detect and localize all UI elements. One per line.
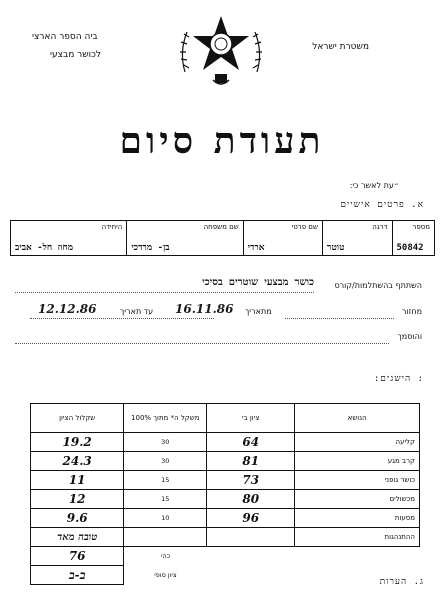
id-header-last-name: שם משפחה bbox=[203, 223, 239, 231]
grade-score: 81 bbox=[207, 452, 295, 471]
grade-score: 96 bbox=[207, 509, 295, 528]
grade-weighted: 19.2 bbox=[31, 433, 124, 452]
id-value-number: 50842 bbox=[396, 243, 424, 253]
grade-score: 64 bbox=[207, 433, 295, 452]
id-cell-unit bbox=[11, 221, 127, 256]
round-label: מחזור bbox=[401, 307, 422, 316]
final-value: ב-ב bbox=[31, 566, 124, 585]
to-date-value: 12.12.86 bbox=[38, 302, 97, 316]
grade-weighted: טובה מאד bbox=[31, 528, 124, 547]
grades-row bbox=[31, 490, 420, 509]
grade-score bbox=[207, 528, 295, 547]
grade-weighted: 9.6 bbox=[31, 509, 124, 528]
section-b-heading: : הישגים: bbox=[373, 374, 424, 384]
grades-header-subject: הנושא bbox=[295, 404, 420, 433]
course-underline bbox=[15, 292, 314, 293]
grade-subject: מכשולים bbox=[295, 490, 420, 509]
school-name-line1: ביה הספר הארצי bbox=[32, 32, 98, 42]
id-value-rank: טוטר bbox=[326, 243, 345, 253]
final-label: ציון סופי bbox=[154, 571, 177, 579]
id-header-number: מספר bbox=[412, 223, 430, 231]
grades-final-row bbox=[31, 566, 420, 585]
round-underline bbox=[285, 318, 394, 319]
grade-subject: קרב מגע bbox=[295, 452, 420, 471]
grade-score: 73 bbox=[207, 471, 295, 490]
id-cell-number bbox=[392, 221, 435, 256]
grades-header-score: ציון בי bbox=[207, 404, 295, 433]
school-name-line2: לכושר מבצעי bbox=[50, 50, 101, 60]
grade-weighted: 24.3 bbox=[31, 452, 124, 471]
from-date-value: 16.11.86 bbox=[175, 302, 234, 316]
grade-weight: 15 bbox=[124, 490, 207, 509]
id-cell-last-name bbox=[127, 221, 243, 256]
to-date-label: עד תאריך bbox=[120, 307, 154, 316]
grades-table bbox=[30, 403, 420, 585]
grades-row bbox=[31, 452, 420, 471]
grades-header-weight: משקל ה* מתוך 100% bbox=[124, 404, 207, 433]
id-value-unit: מחוז חל- אביב bbox=[15, 243, 74, 253]
course-label: השתתף בהשתלמות/קורס bbox=[334, 281, 422, 290]
grades-row bbox=[31, 433, 420, 452]
total-value: 76 bbox=[31, 547, 124, 566]
grade-subject: מסעות bbox=[295, 509, 420, 528]
id-value-last-name: בן- מרדכי bbox=[131, 243, 170, 253]
section-c-heading: ג. הערות bbox=[379, 577, 424, 587]
grades-row bbox=[31, 509, 420, 528]
section-a-heading: א. פרטים אישיים bbox=[340, 200, 424, 210]
certificate-title: תעודת סיום bbox=[119, 120, 325, 162]
grade-subject: קליעה bbox=[295, 433, 420, 452]
grade-score: 80 bbox=[207, 490, 295, 509]
grade-weight: 15 bbox=[124, 471, 207, 490]
grades-row bbox=[31, 471, 420, 490]
id-header-unit: היחידה bbox=[101, 223, 123, 231]
total-label: כהי bbox=[160, 552, 171, 561]
grade-weight: 30 bbox=[124, 452, 207, 471]
dates-underline bbox=[30, 318, 214, 319]
police-emblem-icon bbox=[175, 12, 267, 94]
id-header-rank: דרגה bbox=[372, 223, 388, 231]
id-cell-rank bbox=[322, 221, 392, 256]
grade-weighted: 11 bbox=[31, 471, 124, 490]
from-date-label: מתאריך bbox=[245, 307, 272, 316]
approved-label: והוסמך bbox=[397, 332, 422, 341]
grade-subject: כושר גופני bbox=[295, 471, 420, 490]
grade-weight: 10 bbox=[124, 509, 207, 528]
grade-subject: ההתנהגות bbox=[295, 528, 420, 547]
grade-weight: 30 bbox=[124, 433, 207, 452]
grade-weight bbox=[124, 528, 207, 547]
org-name: משטרת ישראל bbox=[312, 42, 369, 52]
id-cell-first-name bbox=[243, 221, 322, 256]
course-value: כושר מבצעי שוטרים בסיכי bbox=[202, 277, 314, 288]
grades-header-weighted: שקלול הציון bbox=[31, 404, 124, 433]
grades-total-row bbox=[31, 547, 420, 566]
grade-weighted: 12 bbox=[31, 490, 124, 509]
certify-line: ״עת לאשר כי: bbox=[349, 181, 399, 190]
grades-row bbox=[31, 528, 420, 547]
personal-details-table bbox=[10, 220, 435, 256]
approved-underline bbox=[15, 343, 389, 344]
id-value-first-name: ארדי bbox=[247, 243, 265, 253]
id-header-first-name: שם פרטי bbox=[291, 223, 318, 231]
